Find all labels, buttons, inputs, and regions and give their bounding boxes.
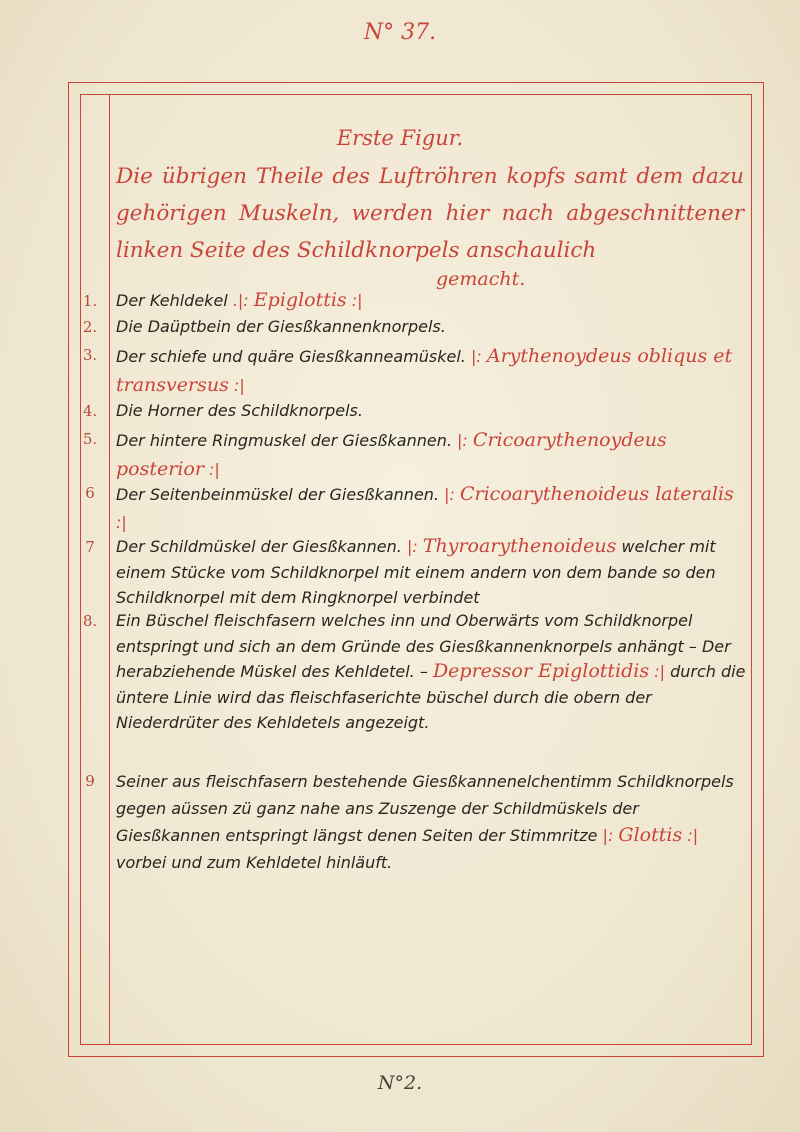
entry-number: 5. <box>82 430 98 448</box>
entry-continuation: vorbei und zum Kehldetel hinläuft. <box>116 853 393 872</box>
entry-2 <box>116 314 746 340</box>
entry-number: 4. <box>82 402 98 420</box>
entry-6: Der Seitenbeinmüskel der Giesßkannen. |: Cricoarythenoideus lateralis :| <box>116 483 734 532</box>
entry-number: 7 <box>85 538 95 556</box>
entry-text: Die Daüptbein der Giesßkannenknorpels. <box>116 317 446 336</box>
entry-continuation: welcher mit einem Stücke vom Schildknorpel mit einem andern von dem bande so den Schildknorpel mit dem Ringknorpel verbindet <box>116 537 716 607</box>
entry-5: Der hintere Ringmuskel der Giesßkannen. |: Cricoarythenoydeus posterior :| <box>116 429 667 480</box>
entry-text: Der Seitenbeinmüskel der Giesßkannen. <box>116 485 440 504</box>
entry-3: Der schiefe und quäre Giesßkanneamüskel. |: Arythenoydeus obliqus et transversus :| <box>116 345 733 396</box>
page-number: N°2. <box>377 1072 423 1094</box>
entry-4 <box>116 398 746 424</box>
entry-1: Der Kehldekel .|: Epiglottis :| <box>116 289 363 311</box>
entry-continuation: durch die üntere Linie wird das fleischfaserichte büschel durch die obern der Niederdrüter des Kehldetels angezeigt. <box>116 662 746 732</box>
entry-number: 3. <box>82 346 98 364</box>
latin-term: Glottis <box>618 824 683 846</box>
entry-7: Der Schildmüskel der Giesßkannen. |: Thyroarythenoideus welcher mit einem Stücke vom Schildknorpel mit einem andern von dem bande so den Schildknorpel mit dem Ringknorpel verbindet <box>116 535 716 607</box>
sheet-number: N° 37. <box>363 20 437 45</box>
entry-text: Der hintere Ringmuskel der Giesßkannen. <box>116 431 452 450</box>
entry-text: Der Kehldekel <box>116 291 228 310</box>
entry-9: Seiner aus fleischfasern bestehende Giesßkannenelchentimm Schildknorpels gegen aüssen zü ganz nahe ans Zuszenge der Schildmüskels der Giesßkannen entspringt längst denen Seiten der Stimmritze |: Glottis :| vorbei und zum Kehldetel hinläuft. <box>116 772 734 872</box>
entry-number: 2. <box>82 318 98 336</box>
latin-term: Thyroarythenoideus <box>422 535 617 557</box>
latin-term: Epiglottis <box>253 289 347 311</box>
latin-term: Depressor Epiglottidis <box>432 660 650 682</box>
entry-number: 9 <box>85 772 95 790</box>
entry-text: Ein Büschel fleischfasern welches inn und Oberwärts vom Schildknorpel entspringt und sich an dem Gründe des Giesßkannenknorpels anhängt – Der herabziehende Müskel des Kehldetel. – <box>116 611 731 681</box>
intro-text: Die übrigen Theile des Luftröhren kopfs samt dem dazu gehörigen Muskeln, werden hier nach abgeschnittener linken Seite des Schildknorpels anschaulich <box>116 164 744 263</box>
entry-number: 8. <box>82 612 98 630</box>
entry-text: Der schiefe und quäre Giesßkanneamüskel. <box>116 347 466 366</box>
margin-rule <box>109 94 110 1045</box>
latin-term: Cricoarythenoydeus posterior <box>116 429 667 480</box>
entry-text: Der Schildmüskel der Giesßkannen. <box>116 537 402 556</box>
intro-tail: gemacht. <box>436 268 526 290</box>
latin-term: Cricoarythenoideus lateralis <box>459 483 734 505</box>
entry-8: Ein Büschel fleischfasern welches inn und Oberwärts vom Schildknorpel entspringt und sich an dem Gründe des Giesßkannenknorpels anhängt – Der herabziehende Müskel des Kehldetel. – Depressor Epiglottidis :| durch die üntere Linie wird das fleischfaserichte büschel durch die obern der Niederdrüter des Kehldetels angezeigt. <box>116 611 746 732</box>
heading: Erste Figur. <box>336 126 464 150</box>
entry-number: 1. <box>82 292 98 310</box>
entry-number: 6 <box>85 484 95 502</box>
entry-text: Seiner aus fleischfasern bestehende Giesßkannenelchentimm Schildknorpels gegen aüssen zü ganz nahe ans Zuszenge der Schildmüskels der Giesßkannen entspringt längst denen Seiten der Stimmritze <box>116 772 734 845</box>
latin-term: Arythenoydeus obliqus et transversus <box>116 345 733 396</box>
entry-text: Die Horner des Schildknorpels. <box>116 401 363 420</box>
